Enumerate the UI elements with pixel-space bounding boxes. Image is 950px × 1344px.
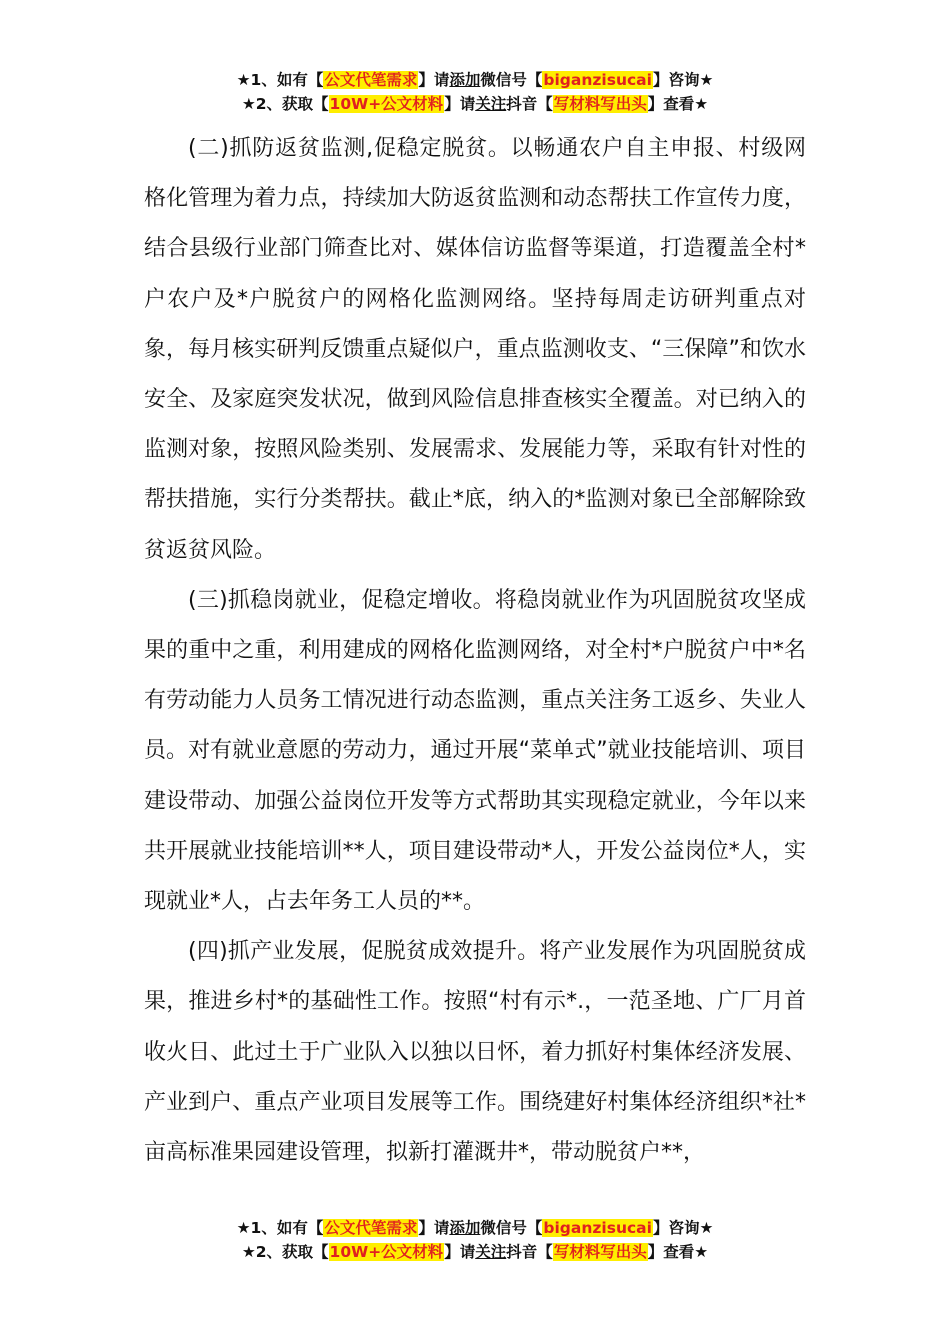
highlight-text: 10W+公文材料 bbox=[329, 1243, 444, 1261]
banner-text: 】请 bbox=[444, 1243, 476, 1261]
banner-line-1 bbox=[0, 69, 950, 93]
banner-text: 】请 bbox=[418, 71, 450, 89]
banner-text: 】咨询★ bbox=[652, 71, 714, 89]
banner-line-2 bbox=[0, 1241, 950, 1265]
underlined-text: 关注 bbox=[475, 1243, 507, 1261]
banner-text: 抖音【 bbox=[506, 1243, 553, 1261]
douyin-account: 写材料写出头 bbox=[553, 95, 647, 113]
document-body bbox=[144, 124, 806, 1178]
banner-text: 】查看★ bbox=[647, 1243, 709, 1261]
banner-text: 】咨询★ bbox=[652, 1219, 714, 1237]
banner-line-1 bbox=[0, 1217, 950, 1241]
banner-text: 】请 bbox=[444, 95, 476, 113]
banner-text: ★2、获取【 bbox=[241, 95, 329, 113]
banner-text: 】查看★ bbox=[647, 95, 709, 113]
highlight-text: 公文代笔需求 bbox=[324, 71, 418, 89]
underlined-text: 添加 bbox=[449, 71, 481, 89]
banner-text: ★1、如有【 bbox=[236, 1219, 324, 1237]
wechat-id: biganzisucai bbox=[543, 1219, 652, 1237]
banner-line-2 bbox=[0, 93, 950, 117]
banner-text: 抖音【 bbox=[506, 95, 553, 113]
footer-banner bbox=[0, 1217, 950, 1265]
paragraph-2: (二)抓防返贫监测,促稳定脱贫。以畅通农户自主申报、村级网格化管理为着力点，持续加大防返贫监测和动态帮扶工作宣传力度，结合县级行业部门筛查比对、媒体信访监督等渠道，打造覆盖全村*户农户及*户脱贫户的网格化监测网络。坚持每周走访研判重点对象，每月核实研判反馈重点疑似户，重点监测收支、“三保障”和饮水安全、及家庭突发状况，做到风险信息排查核实全覆盖。对已纳入的监测对象，按照风险类别、发展需求、发展能力等，采取有针对性的帮扶措施，实行分类帮扶。截止*底，纳入的*监测对象已全部解除致贫返贫风险。 bbox=[144, 136, 806, 563]
header-banner bbox=[0, 69, 950, 117]
banner-text: ★2、获取【 bbox=[241, 1243, 329, 1261]
banner-text: 】请 bbox=[418, 1219, 450, 1237]
banner-text: 微信号【 bbox=[480, 1219, 543, 1237]
underlined-text: 添加 bbox=[449, 1219, 481, 1237]
underlined-text: 关注 bbox=[475, 95, 507, 113]
paragraph-4: (四)抓产业发展，促脱贫成效提升。将产业发展作为巩固脱贫成果，推进乡村*的基础性工作。按照“村有示*.，一范圣地、广厂月首收火日、此过土于广业队入以独以日怀，着力抓好村集体经济发展、产业到户、重点产业项目发展等工作。围绕建好村集体经济组织*社*亩高标准果园建设管理，拟新打灌溉井*，带动脱贫户**， bbox=[144, 939, 806, 1166]
banner-text: ★1、如有【 bbox=[236, 71, 324, 89]
highlight-text: 10W+公文材料 bbox=[329, 95, 444, 113]
paragraph-3: (三)抓稳岗就业，促稳定增收。将稳岗就业作为巩固脱贫攻坚成果的重中之重，利用建成的网格化监测网络，对全村*户脱贫户中*名有劳动能力人员务工情况进行动态监测，重点关注务工返乡、失业人员。对有就业意愿的劳动力，通过开展“菜单式”就业技能培训、项目建设带动、加强公益岗位开发等方式帮助其实现稳定就业，今年以来共开展就业技能培训**人，项目建设带动*人，开发公益岗位*人，实现就业*人，占去年务工人员的**。 bbox=[144, 587, 806, 915]
banner-text: 微信号【 bbox=[480, 71, 543, 89]
douyin-account: 写材料写出头 bbox=[553, 1243, 647, 1261]
wechat-id: biganzisucai bbox=[543, 71, 652, 89]
highlight-text: 公文代笔需求 bbox=[324, 1219, 418, 1237]
